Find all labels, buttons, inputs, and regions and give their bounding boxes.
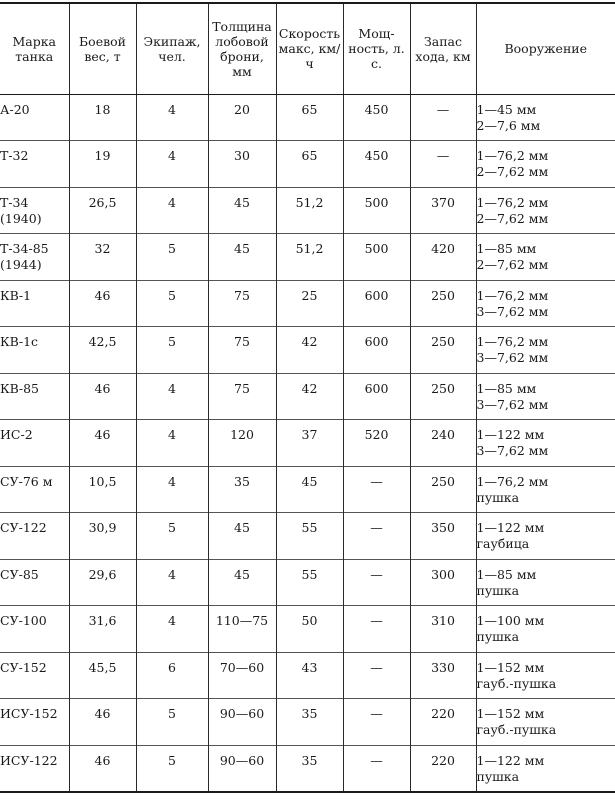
cell-crew: 5 <box>136 327 208 374</box>
armament-line: 1—122 мм <box>476 427 545 442</box>
cell-power: — <box>343 513 410 560</box>
armament-line: 3—7,62 мм <box>476 303 549 319</box>
cell-power: — <box>343 466 410 513</box>
table-row <box>0 280 615 327</box>
cell-model: СУ-76 м <box>0 473 53 489</box>
table-row <box>0 373 615 420</box>
cell-crew: 5 <box>136 513 208 560</box>
armament-line: 2—7,62 мм <box>476 210 549 226</box>
cell-speed: 45 <box>276 466 343 513</box>
cell-weight: 31,6 <box>69 606 136 653</box>
cell-power: 450 <box>343 141 410 188</box>
cell-weight: 46 <box>69 699 136 746</box>
table-row <box>0 141 615 188</box>
cell-model: ИС-2 <box>0 427 33 442</box>
armament-line: 1—122 мм <box>476 752 545 768</box>
cell-range: 310 <box>410 606 476 653</box>
cell-range: 240 <box>410 420 476 467</box>
cell-armor: 30 <box>208 141 276 188</box>
cell-model: СУ-100 <box>0 613 47 628</box>
cell-speed: 25 <box>276 280 343 327</box>
cell-armament <box>476 699 615 746</box>
cell-model: Т-32 <box>0 148 29 163</box>
table-row <box>0 513 615 560</box>
cell-model: ИСУ-122 <box>0 752 58 768</box>
cell-model: СУ-122 <box>0 520 47 535</box>
table-row <box>0 466 615 513</box>
cell-speed: 35 <box>276 745 343 792</box>
armament-line: 1—85 мм <box>476 241 537 256</box>
cell-power: — <box>343 745 410 792</box>
armament-line: 1—76,2 мм <box>476 473 549 489</box>
header-power: Мощ- ность, л. с. <box>343 3 410 94</box>
cell-speed: 42 <box>276 373 343 420</box>
armament-line: 1—76,2 мм <box>476 287 549 303</box>
armament-line: гауб.-пушка <box>476 675 557 691</box>
armament-line: пушка <box>476 629 520 644</box>
table-row <box>0 234 615 281</box>
armament-line: 2—7,62 мм <box>476 164 549 179</box>
armament-line: пушка <box>476 582 520 598</box>
cell-armor: 75 <box>208 373 276 420</box>
cell-speed: 35 <box>276 699 343 746</box>
table-row <box>0 327 615 374</box>
cell-range: 250 <box>410 327 476 374</box>
cell-armament <box>476 745 615 792</box>
table-row <box>0 652 615 699</box>
cell-weight: 46 <box>69 420 136 467</box>
armament-line: 2—7,62 мм <box>476 257 549 272</box>
header-row <box>0 3 615 94</box>
table-row <box>0 420 615 467</box>
cell-range: 250 <box>410 373 476 420</box>
cell-armament <box>476 234 615 281</box>
cell-weight: 32 <box>69 234 136 281</box>
header-model: Марка танка <box>0 3 69 94</box>
header-speed: Скорость макс, км/ч <box>276 3 343 94</box>
cell-model: КВ-1с <box>0 334 39 349</box>
cell-power: — <box>343 652 410 699</box>
cell-power: 600 <box>343 327 410 374</box>
cell-crew: 4 <box>136 141 208 188</box>
cell-armor: 90—60 <box>208 699 276 746</box>
cell-weight: 42,5 <box>69 327 136 374</box>
cell-crew: 5 <box>136 234 208 281</box>
cell-armor: 75 <box>208 280 276 327</box>
armament-line: пушка <box>476 489 520 505</box>
table-row <box>0 699 615 746</box>
armament-line: гаубица <box>476 536 530 551</box>
header-range: Запас хода, км <box>410 3 476 94</box>
cell-armament <box>476 373 615 420</box>
cell-weight: 46 <box>69 280 136 327</box>
tank-specs-table <box>0 2 615 793</box>
cell-armor: 70—60 <box>208 652 276 699</box>
cell-weight: 45,5 <box>69 652 136 699</box>
cell-range: 420 <box>410 234 476 281</box>
armament-line: пушка <box>476 768 520 784</box>
armament-line: 1—122 мм <box>476 520 545 535</box>
armament-line: 1—76,2 мм <box>476 148 549 163</box>
cell-power: — <box>343 606 410 653</box>
cell-armament <box>476 652 615 699</box>
cell-speed: 55 <box>276 559 343 606</box>
cell-range: 300 <box>410 559 476 606</box>
cell-range: 220 <box>410 745 476 792</box>
cell-armament <box>476 513 615 560</box>
cell-armament <box>476 466 615 513</box>
cell-armor: 45 <box>208 559 276 606</box>
cell-range: 220 <box>410 699 476 746</box>
armament-line: 1—76,2 мм <box>476 334 549 349</box>
cell-crew: 4 <box>136 373 208 420</box>
cell-armor: 45 <box>208 187 276 234</box>
cell-model: ИСУ-152 <box>0 706 58 721</box>
cell-armament <box>476 280 615 327</box>
armament-line: 1—152 мм <box>476 706 545 721</box>
cell-power: 500 <box>343 234 410 281</box>
cell-range: 370 <box>410 187 476 234</box>
cell-power: — <box>343 559 410 606</box>
table-row <box>0 94 615 141</box>
table-row <box>0 559 615 606</box>
cell-armament <box>476 327 615 374</box>
cell-speed: 65 <box>276 141 343 188</box>
cell-power: 600 <box>343 373 410 420</box>
cell-model: Т-34-85 (1944) <box>0 241 49 272</box>
cell-armor: 35 <box>208 466 276 513</box>
cell-speed: 42 <box>276 327 343 374</box>
table-header <box>0 3 615 94</box>
armament-line: 3—7,62 мм <box>476 443 549 458</box>
cell-crew: 6 <box>136 652 208 699</box>
cell-power: 450 <box>343 94 410 141</box>
cell-speed: 51,2 <box>276 234 343 281</box>
cell-model: КВ-85 <box>0 380 39 396</box>
armament-line: 3—7,62 мм <box>476 350 549 365</box>
cell-weight: 19 <box>69 141 136 188</box>
cell-armament <box>476 420 615 467</box>
cell-crew: 5 <box>136 745 208 792</box>
header-armor: Толщина лобовой брони, мм <box>208 3 276 94</box>
cell-crew: 5 <box>136 280 208 327</box>
cell-speed: 50 <box>276 606 343 653</box>
cell-armor: 110—75 <box>208 606 276 653</box>
cell-speed: 51,2 <box>276 187 343 234</box>
cell-crew: 4 <box>136 420 208 467</box>
cell-model: Т-34 (1940) <box>0 194 42 226</box>
cell-crew: 4 <box>136 606 208 653</box>
cell-armor: 45 <box>208 513 276 560</box>
cell-model: СУ-152 <box>0 659 47 675</box>
cell-weight: 10,5 <box>69 466 136 513</box>
cell-crew: 5 <box>136 699 208 746</box>
cell-speed: 55 <box>276 513 343 560</box>
armament-line: 1—152 мм <box>476 659 545 675</box>
cell-armament <box>476 606 615 653</box>
armament-line: 1—100 мм <box>476 613 545 628</box>
cell-model: СУ-85 <box>0 566 39 582</box>
armament-line: 1—76,2 мм <box>476 194 549 210</box>
table-row <box>0 745 615 792</box>
armament-line: 1—45 мм <box>476 101 537 117</box>
cell-range: 330 <box>410 652 476 699</box>
cell-power: 600 <box>343 280 410 327</box>
cell-model: КВ-1 <box>0 287 32 303</box>
cell-weight: 30,9 <box>69 513 136 560</box>
cell-armor: 120 <box>208 420 276 467</box>
table-row <box>0 606 615 653</box>
header-armament: Вооружение <box>476 3 615 94</box>
cell-speed: 37 <box>276 420 343 467</box>
cell-armor: 75 <box>208 327 276 374</box>
armament-line: 1—85 мм <box>476 566 537 582</box>
cell-crew: 4 <box>136 466 208 513</box>
cell-speed: 43 <box>276 652 343 699</box>
armament-line: 3—7,62 мм <box>476 396 549 412</box>
cell-range: 350 <box>410 513 476 560</box>
cell-speed: 65 <box>276 94 343 141</box>
armament-line: 1—85 мм <box>476 380 537 396</box>
cell-armor: 90—60 <box>208 745 276 792</box>
cell-range: 250 <box>410 280 476 327</box>
armament-line: гауб.-пушка <box>476 722 557 737</box>
cell-power: 500 <box>343 187 410 234</box>
cell-armament <box>476 94 615 141</box>
cell-weight: 18 <box>69 94 136 141</box>
cell-power: 520 <box>343 420 410 467</box>
cell-range: 250 <box>410 466 476 513</box>
cell-crew: 4 <box>136 559 208 606</box>
table-body <box>0 94 615 792</box>
header-crew: Экипаж, чел. <box>136 3 208 94</box>
cell-weight: 46 <box>69 745 136 792</box>
cell-range: — <box>410 141 476 188</box>
cell-weight: 29,6 <box>69 559 136 606</box>
cell-armor: 20 <box>208 94 276 141</box>
cell-armament <box>476 559 615 606</box>
cell-armor: 45 <box>208 234 276 281</box>
header-weight: Боевой вес, т <box>69 3 136 94</box>
cell-power: — <box>343 699 410 746</box>
cell-armament <box>476 187 615 234</box>
armament-line: 2—7,6 мм <box>476 117 541 133</box>
cell-range: — <box>410 94 476 141</box>
cell-crew: 4 <box>136 187 208 234</box>
cell-armament <box>476 141 615 188</box>
table-row <box>0 187 615 234</box>
cell-weight: 26,5 <box>69 187 136 234</box>
cell-weight: 46 <box>69 373 136 420</box>
cell-crew: 4 <box>136 94 208 141</box>
cell-model: А-20 <box>0 101 30 117</box>
